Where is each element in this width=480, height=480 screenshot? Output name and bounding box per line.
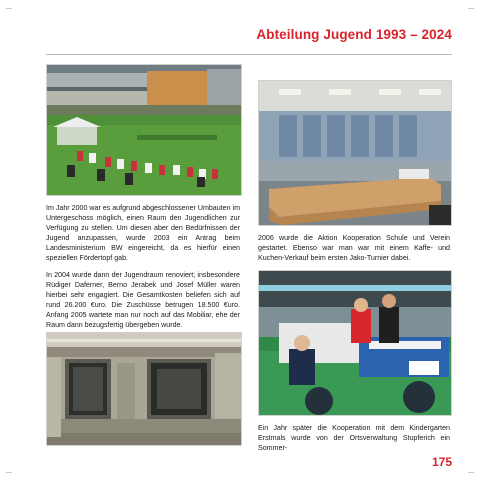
page-title: Abteilung Jugend 1993 – 2024 — [256, 27, 452, 42]
paragraph-renovierung: In 2004 wurde dann der Jugendraum renoviert; insbesondere Rüdiger Daferner, Berno Jerabek und Josef Müller waren hierbei sehr engagiert. Die Gesamtkosten beliefen sich auf rund 26.200 €uro. Die Zuschüsse betrugen 18.500 €uro. Anfang 2005 wartete man nur noch auf das Mobiliar, ehe der Raum dann bezugsfertig übergeben wurde. — [46, 271, 240, 330]
youth-room-kitchen-photo — [258, 80, 452, 226]
basement-before-renovation-photo — [46, 332, 242, 446]
title-rule — [46, 54, 452, 55]
coffee-cake-stand-photo — [258, 270, 452, 416]
crop-mark-top-left — [6, 8, 12, 9]
paragraph-kindergarten: Ein Jahr später die Kooperation mit dem Kindergarten Erstmals wurde von der Ortsverwaltung Stupferich ein Sommer- — [258, 424, 450, 453]
crop-mark-bottom-right — [468, 472, 474, 473]
children-on-sports-field-photo — [46, 64, 242, 196]
crop-mark-top-right — [468, 8, 474, 9]
page-number: 175 — [431, 455, 452, 469]
paragraph-kooperation: 2006 wurde die Aktion Kooperation Schule und Verein gestartet. Ebenso war man war mit einem Kaffe- und Kuchen-Verkauf beim ersten Jako-Turnier dabei. — [258, 234, 450, 263]
crop-mark-bottom-left — [6, 472, 12, 473]
paragraph-umbau: Im Jahr 2000 war es aufgrund abgeschlossener Umbauten im Untergeschoss möglich, einen Raum den Jugendlichen zur Verfügung zu stellen. Um diesen aber den Bedürfnissen der Jugend anzupassen, wurde 2003 ein Antrag beim Landesministerium BW eingereicht, da es hierfür einen speziellen Fördertopf gab. — [46, 204, 241, 263]
